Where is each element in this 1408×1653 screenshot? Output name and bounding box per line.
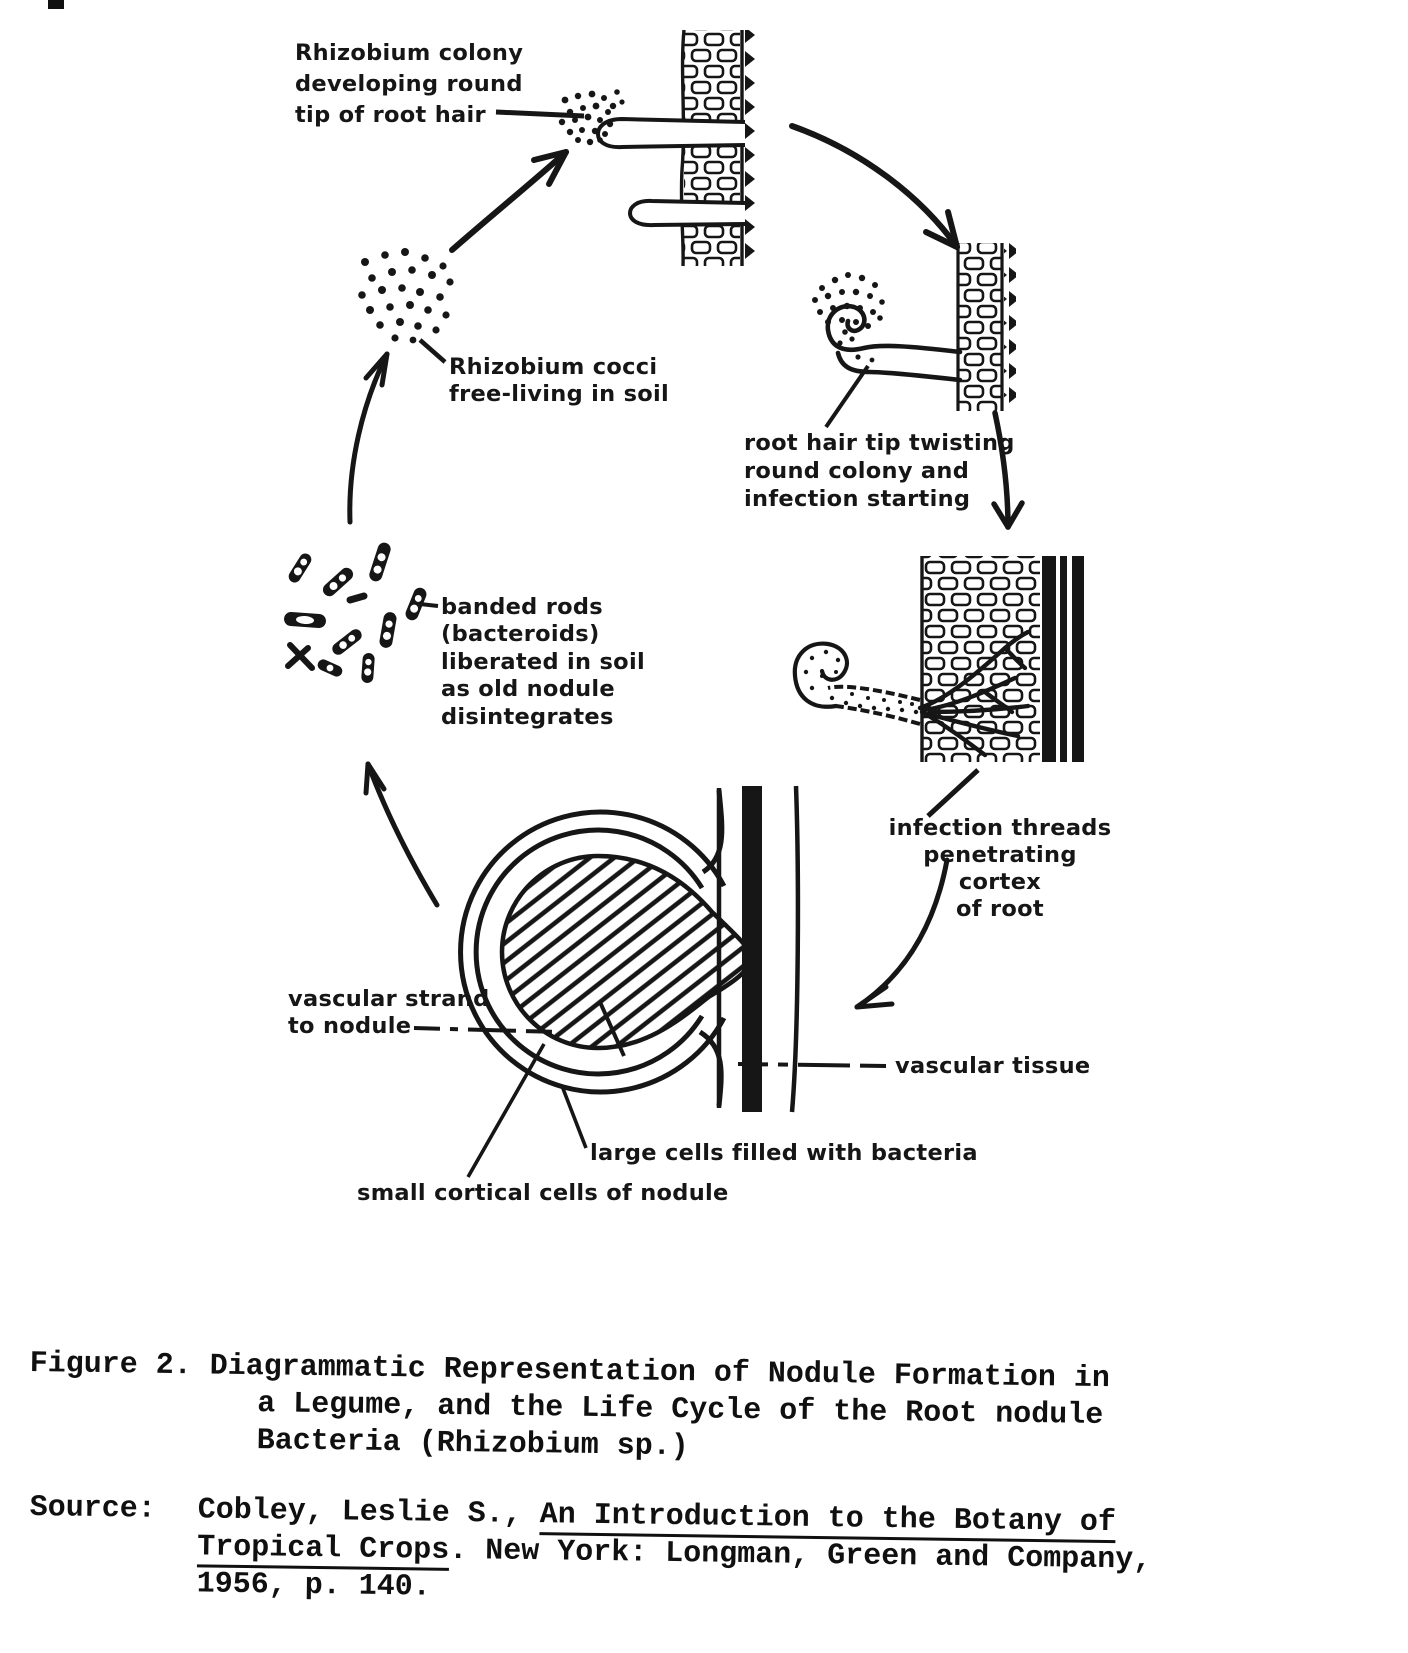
svg-text:vascular tissue: vascular tissue (895, 1053, 1091, 1079)
svg-text:developing round: developing round (295, 71, 523, 97)
svg-text:penetrating: penetrating (923, 842, 1077, 868)
svg-text:free-living in soil: free-living in soil (449, 381, 670, 407)
svg-text:Rhizobium colony: Rhizobium colony (295, 40, 524, 66)
svg-text:small cortical cells of nodule: small cortical cells of nodule (357, 1180, 729, 1206)
caption-line-3: Bacteria (Rhizobium sp.) (256, 1424, 689, 1465)
small-cells-leader (468, 1044, 544, 1177)
twisting-label (744, 430, 1015, 512)
large-cells-leader (562, 1086, 586, 1148)
figure-caption (28, 1346, 1279, 1474)
infection-leader-line (928, 770, 978, 816)
arrow-infection-to-nodule (857, 860, 947, 1007)
svg-text:vascular strand: vascular strand (288, 986, 490, 1012)
source-line-3: 1956, p. 140. (196, 1567, 431, 1605)
cycle-arrow-rods-to-cocci (350, 354, 387, 522)
caption-line-1: Figure 2. Diagrammatic Representation of Nodule Formation in (29, 1346, 1111, 1397)
svg-text:cortex: cortex (958, 869, 1042, 895)
svg-text:of root: of root (956, 896, 1044, 922)
source-publisher: . New York: Longman, Green and Company, (449, 1533, 1152, 1578)
cocci-label (420, 340, 669, 407)
large-cells-label (562, 1086, 978, 1166)
root-segment-twisting (826, 243, 1016, 427)
source-title-part-2: Tropical Crops (197, 1530, 450, 1571)
svg-text:liberated in soil: liberated in soil (441, 649, 645, 675)
source-author: Cobley, Leslie S., (197, 1493, 540, 1533)
svg-text:large cells filled with bacter: large cells filled with bacteria (590, 1140, 978, 1166)
svg-text:root hair tip twisting: root hair tip twisting (744, 430, 1015, 456)
root-hair-upper (598, 119, 745, 147)
svg-text:banded rods: banded rods (441, 594, 603, 620)
svg-text:Rhizobium cocci: Rhizobium cocci (449, 354, 658, 380)
nodule-cross-section (461, 790, 752, 1106)
svg-text:to nodule: to nodule (288, 1013, 412, 1039)
source-label: Source: (29, 1490, 157, 1527)
small-cells-label (357, 1044, 729, 1206)
twisting-leader-line (826, 366, 868, 427)
cycle-arrow-colony-to-twisting (792, 126, 957, 247)
svg-text:as old nodule: as old nodule (441, 676, 615, 702)
svg-text:disintegrates: disintegrates (441, 704, 614, 730)
svg-text:tip of root hair: tip of root hair (295, 102, 486, 128)
cycle-arrow-nodule-to-rods (366, 764, 437, 905)
nodule-bacteroid-zone (502, 856, 752, 1048)
scan-artifact (48, 0, 64, 9)
curled-root-hair (828, 306, 960, 352)
svg-text:infection starting: infection starting (744, 486, 971, 512)
rods-label (420, 594, 645, 730)
vascular-tissue-leader (738, 1064, 886, 1066)
svg-text:round colony and: round colony and (744, 458, 970, 484)
cycle-arrow-cocci-to-colony (452, 152, 566, 250)
root-segment-top (598, 30, 756, 266)
colony-label (295, 40, 584, 128)
bacteroid-rods (284, 541, 429, 683)
caption-line-2: a Legume, and the Life Cycle of the Root nodule (256, 1387, 1104, 1433)
source-title-part-1: An Introduction to the Botany of (539, 1498, 1116, 1543)
svg-text:(bacteroids): (bacteroids) (441, 621, 600, 647)
vascular-tissue-label (738, 1053, 1090, 1079)
cocci-dots (358, 248, 453, 343)
svg-text:infection threads: infection threads (888, 815, 1112, 841)
infection-label (889, 815, 1112, 922)
root-hair-lower (630, 201, 745, 225)
source-citation (29, 1490, 1360, 1605)
